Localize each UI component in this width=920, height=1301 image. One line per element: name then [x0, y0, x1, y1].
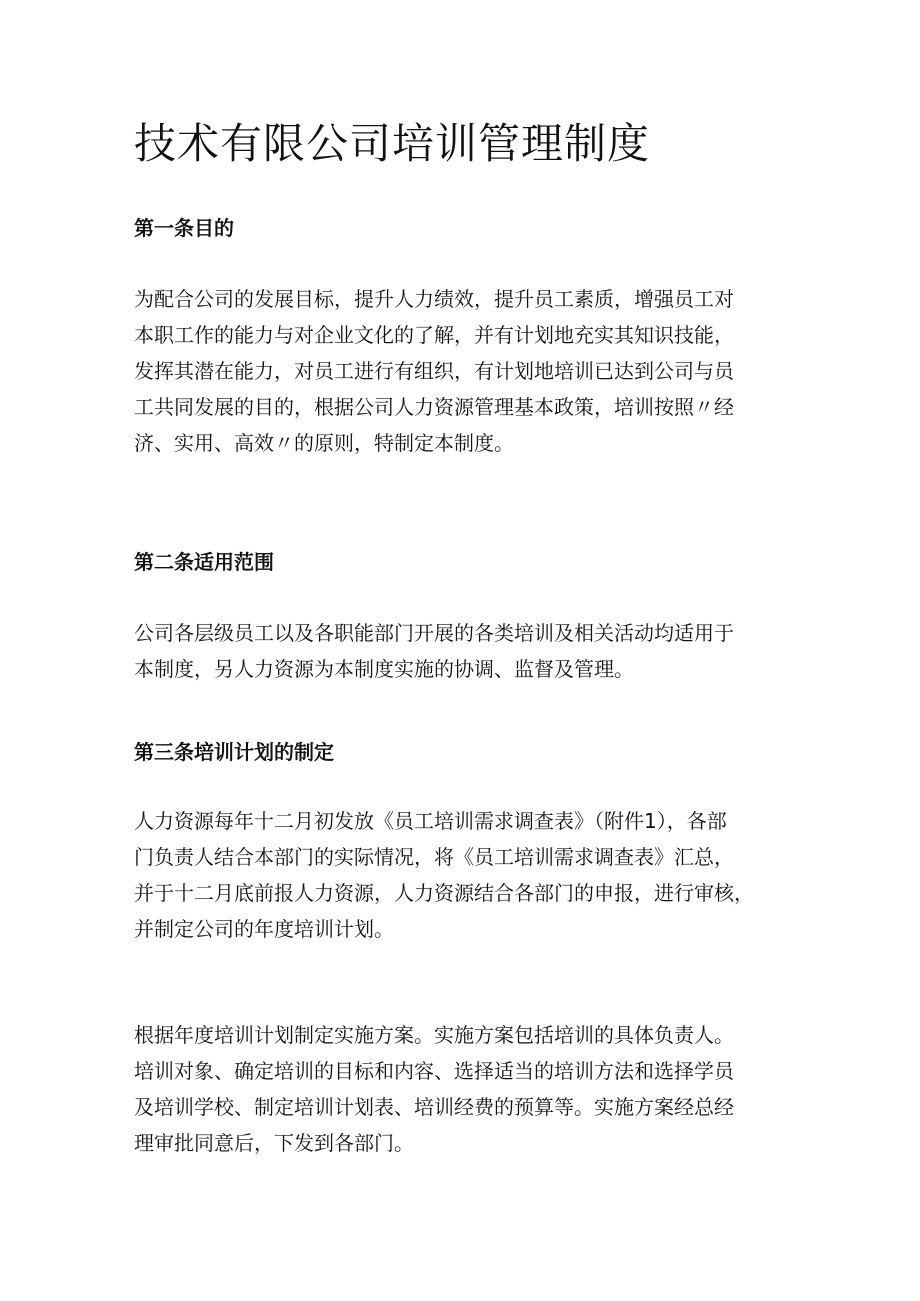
paragraph-training-plan-2 — [134, 1017, 794, 1161]
paragraph-line: 公司各层级员工以及各职能部门开展的各类培训及相关活动均适用于 — [134, 621, 734, 645]
section-heading-training-plan: 第三条培训计划的制定 — [134, 740, 334, 764]
paragraph-line: 培训对象、确定培训的目标和内容、选择适当的培训方法和选择学员 — [134, 1059, 734, 1083]
paragraph-purpose — [134, 281, 794, 461]
paragraph-line: 理审批同意后，下发到各部门。 — [134, 1131, 414, 1155]
paragraph-line: 根据年度培训计划制定实施方案。实施方案包括培训的具体负责人。 — [134, 1023, 734, 1047]
paragraph-line: 并于十二月底前报人力资源，人力资源结合各部门的申报，进行审核， — [134, 881, 754, 905]
paragraph-line: 工共同发展的目的，根据公司人力资源管理基本政策，培训按照〃经 — [134, 395, 734, 419]
paragraph-line: 本职工作的能力与对企业文化的了解，并有计划地充实其知识技能， — [134, 323, 734, 347]
paragraph-training-plan-1 — [134, 803, 794, 947]
section-heading-scope: 第二条适用范围 — [134, 550, 274, 574]
paragraph-line: 人力资源每年十二月初发放《员工培训需求调查表》（附件1），各部 — [134, 809, 727, 833]
paragraph-scope — [134, 615, 794, 687]
paragraph-line: 门负责人结合本部门的实际情况，将《员工培训需求调查表》汇总， — [134, 845, 734, 869]
paragraph-line: 本制度，另人力资源为本制度实施的协调、监督及管理。 — [134, 657, 634, 681]
paragraph-line: 为配合公司的发展目标，提升人力绩效，提升员工素质，增强员工对 — [134, 287, 734, 311]
paragraph-line: 济、实用、高效〃的原则，特制定本制度。 — [134, 431, 514, 455]
document-title: 技术有限公司培训管理制度 — [134, 119, 651, 168]
paragraph-line: 发挥其潜在能力，对员工进行有组织，有计划地培训已达到公司与员 — [134, 359, 734, 383]
section-heading-purpose: 第一条目的 — [134, 216, 234, 240]
paragraph-line: 并制定公司的年度培训计划。 — [134, 917, 394, 941]
paragraph-line: 及培训学校、制定培训计划表、培训经费的预算等。实施方案经总经 — [134, 1095, 734, 1119]
